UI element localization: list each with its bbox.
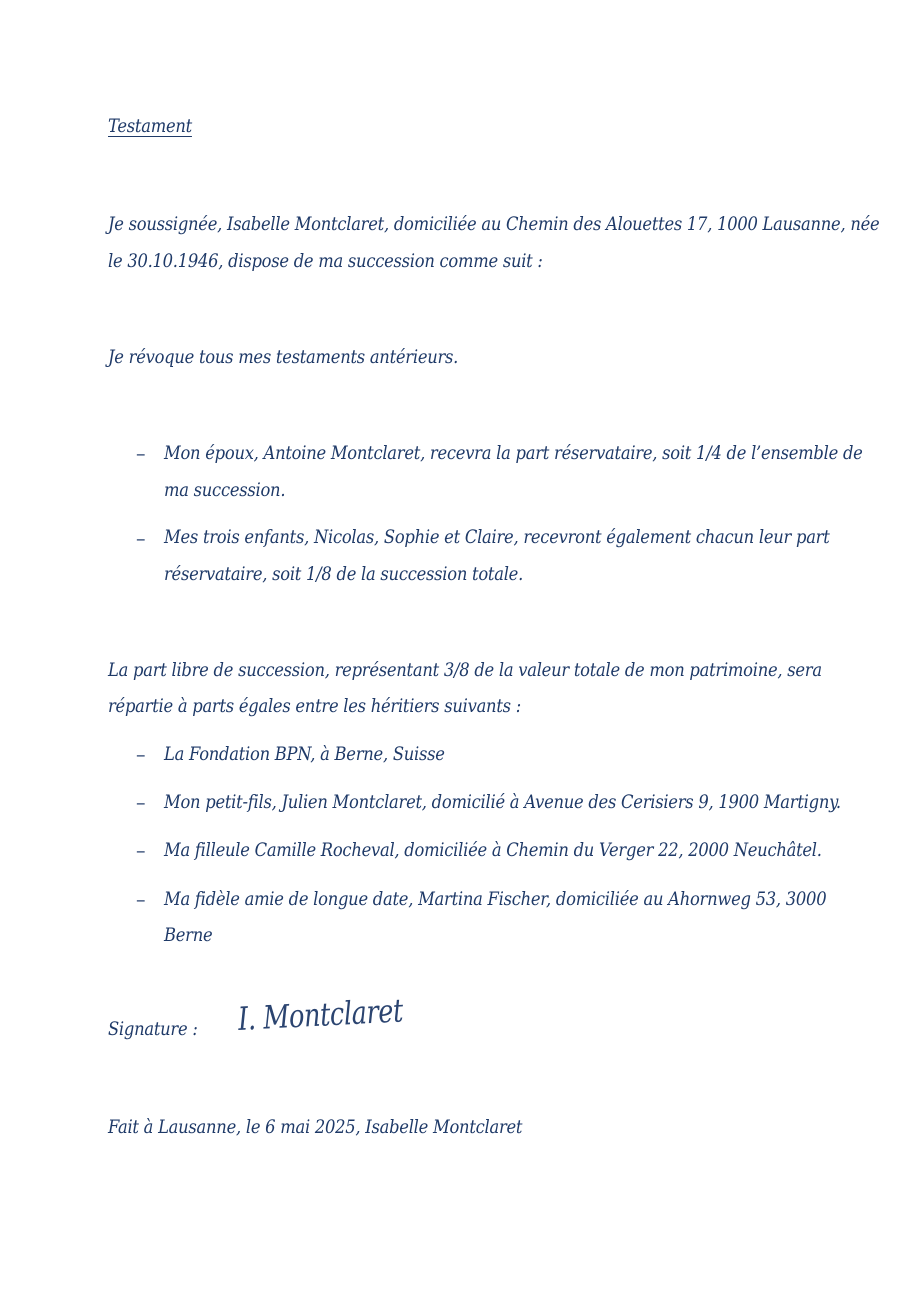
list-bullet: – — [136, 528, 146, 550]
free-part-line-2: répartie à parts égales entre les héritiers suivants : — [108, 695, 521, 717]
intro-line-2: le 30.10.1946, dispose de ma succession comme suit : — [108, 250, 543, 272]
signature: I. Montclaret — [237, 991, 404, 1038]
list-item-spouse-line-1: Mon époux, Antoine Montclaret, recevra la part réservataire, soit 1/4 de l’ensemble de — [164, 442, 863, 464]
list-item-heir: Ma filleule Camille Rocheval, domiciliée à Chemin du Verger 22, 2000 Neuchâtel. — [164, 839, 822, 861]
signature-label: Signature : — [108, 1018, 198, 1040]
list-item-heir-line-1: Ma fidèle amie de longue date, Martina Fischer, domiciliée au Ahornweg 53, 3000 — [164, 888, 827, 910]
closing-line: Fait à Lausanne, le 6 mai 2025, Isabelle Montclaret — [108, 1116, 523, 1138]
list-bullet: – — [136, 443, 146, 465]
list-bullet: – — [136, 792, 146, 814]
revocation-clause: Je révoque tous mes testaments antérieurs. — [108, 346, 459, 368]
list-item-heir-line-2: Berne — [164, 924, 213, 946]
list-bullet: – — [136, 840, 146, 862]
document-title: Testament — [108, 115, 192, 137]
list-item-spouse-line-2: ma succession. — [164, 479, 286, 501]
intro-line-1: Je soussignée, Isabelle Montclaret, domiciliée au Chemin des Alouettes 17, 1000 Lausanne, née — [108, 213, 880, 235]
free-part-line-1: La part libre de succession, représentant 3/8 de la valeur totale de mon patrimoine, sera — [108, 659, 822, 681]
list-item-heir: Mon petit-fils, Julien Montclaret, domicilié à Avenue des Cerisiers 9, 1900 Martigny. — [164, 791, 841, 813]
list-item-children-line-1: Mes trois enfants, Nicolas, Sophie et Claire, recevront également chacun leur part — [164, 526, 830, 548]
list-bullet: – — [136, 744, 146, 766]
list-item-heir: La Fondation BPN, à Berne, Suisse — [164, 743, 445, 765]
list-item-children-line-2: réservataire, soit 1/8 de la succession totale. — [164, 563, 524, 585]
list-bullet: – — [136, 889, 146, 911]
